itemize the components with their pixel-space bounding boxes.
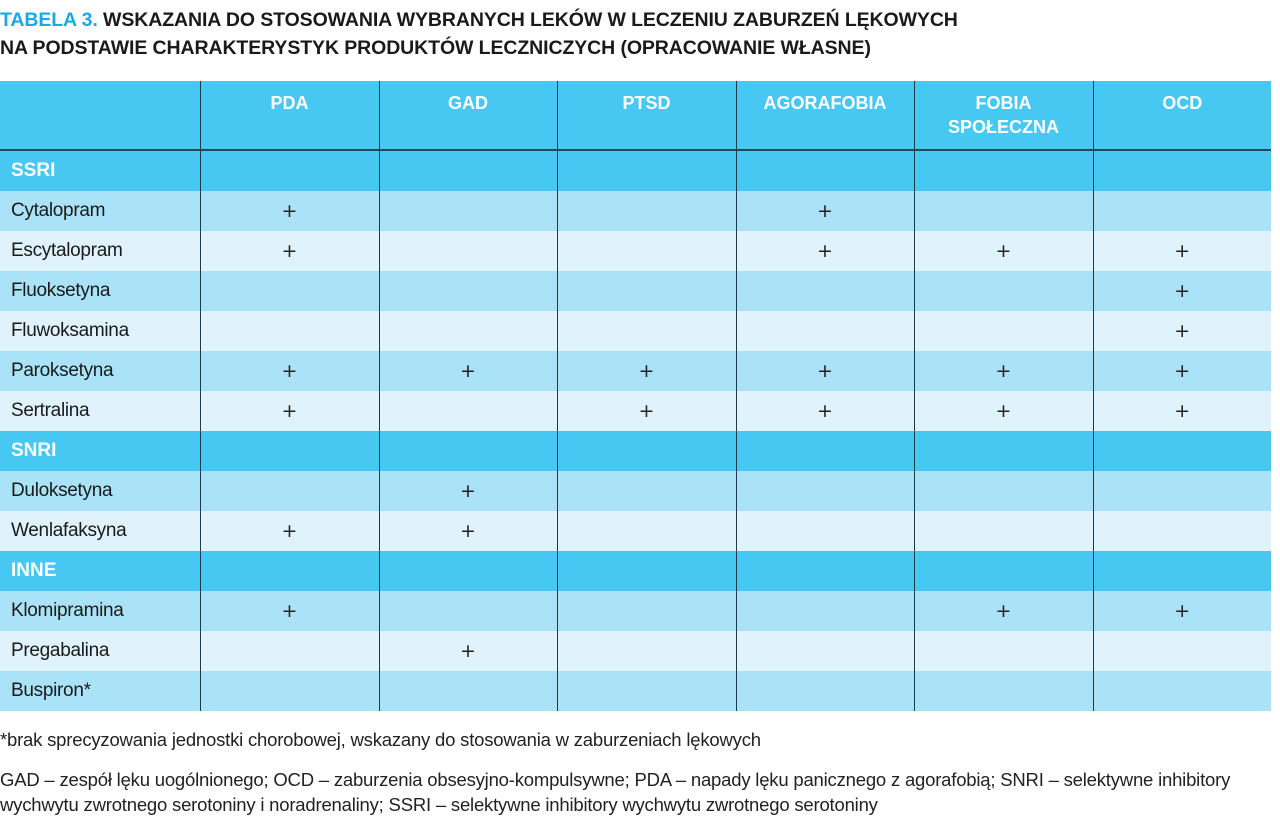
table-title-line2: NA PODSTAWIE CHARAKTERYSTYK PRODUKTÓW LECZNICZYCH (OPRACOWANIE WŁASNE) [0,37,871,59]
group-cell-gad [379,150,557,191]
indication-cell-fobia-spoleczna [914,671,1093,711]
table-row [0,591,1271,631]
footnote: *brak sprecyzowania jednostki chorobowej, wskazany do stosowania w zaburzeniach lękowych [0,729,761,750]
header-fobia-spoleczna [914,81,1093,150]
indication-cell-pda [200,471,379,511]
indication-cell-ptsd [557,191,736,231]
indication-cell-agorafobia: + [736,231,914,271]
indications-table-container [0,81,1271,711]
group-row-ssri [0,150,1271,191]
group-cell-pda [200,150,379,191]
indication-cell-pda: + [200,591,379,631]
indication-cell-ocd: + [1093,231,1271,271]
indication-cell-pda: + [200,391,379,431]
header-ptsd: PTSD [557,81,736,150]
indication-cell-fobia-spoleczna [914,511,1093,551]
indication-cell-ocd [1093,671,1271,711]
indication-cell-fobia-spoleczna: + [914,591,1093,631]
drug-name: Cytalopram [0,191,200,231]
group-cell-pda [200,551,379,591]
drug-name: Fluwoksamina [0,311,200,351]
indication-cell-agorafobia: + [736,391,914,431]
drug-name: Wenlafaksyna [0,511,200,551]
group-cell-ocd [1093,551,1271,591]
indication-cell-ocd [1093,511,1271,551]
header-drug-column [0,81,200,150]
group-label: SSRI [0,150,200,191]
group-cell-fobia-spoleczna [914,551,1093,591]
table-row [0,511,1271,551]
table-row [0,191,1271,231]
group-cell-agorafobia [736,551,914,591]
indication-cell-pda: + [200,231,379,271]
header-ocd: OCD [1093,81,1271,150]
drug-name: Sertralina [0,391,200,431]
group-cell-pda [200,431,379,471]
header-fobia-line1: FOBIA [975,93,1032,113]
indication-cell-pda: + [200,511,379,551]
group-label: SNRI [0,431,200,471]
group-cell-fobia-spoleczna [914,431,1093,471]
indication-cell-gad: + [379,511,557,551]
drug-name: Klomipramina [0,591,200,631]
indication-cell-ptsd: + [557,351,736,391]
indication-cell-fobia-spoleczna [914,311,1093,351]
group-cell-ptsd [557,150,736,191]
group-cell-ocd [1093,150,1271,191]
table-row [0,311,1271,351]
table-row [0,271,1271,311]
indications-table [0,81,1271,711]
drug-name: Duloksetyna [0,471,200,511]
drug-name: Fluoksetyna [0,271,200,311]
indication-cell-agorafobia [736,511,914,551]
indication-cell-fobia-spoleczna [914,191,1093,231]
table-row [0,471,1271,511]
indication-cell-agorafobia [736,471,914,511]
indication-cell-ptsd [557,311,736,351]
group-cell-ptsd [557,431,736,471]
table-row [0,631,1271,671]
indication-cell-gad [379,671,557,711]
indication-cell-agorafobia [736,591,914,631]
indication-cell-ocd: + [1093,311,1271,351]
indication-cell-pda [200,271,379,311]
indication-cell-fobia-spoleczna [914,471,1093,511]
header-fobia-line2: SPOŁECZNA [947,117,1059,137]
group-row-snri [0,431,1271,471]
indication-cell-ptsd [557,271,736,311]
indication-cell-gad: + [379,631,557,671]
abbreviations-note: GAD – zespół lęku uogólnionego; OCD – zaburzenia obsesyjno-kompulsywne; PDA – napady lęku panicznego z agorafobią; SNRI – selektywne inhibitory wychwytu zwrotnego serotoniny i noradrenaliny; SSRI – selektywne inhibitory wychwytu zwrotnego serotoniny [0,769,1231,815]
group-cell-ocd [1093,431,1271,471]
table-number-label: TABELA 3. [0,9,98,31]
table-row [0,671,1271,711]
header-gad: GAD [379,81,557,150]
indication-cell-agorafobia [736,271,914,311]
indication-cell-pda [200,631,379,671]
indication-cell-pda: + [200,351,379,391]
indication-cell-fobia-spoleczna: + [914,351,1093,391]
indication-cell-gad [379,311,557,351]
indication-cell-pda [200,311,379,351]
indication-cell-ocd [1093,191,1271,231]
header-agorafobia: AGORAFOBIA [736,81,914,150]
indication-cell-agorafobia [736,311,914,351]
table-title [0,6,1280,62]
indication-cell-pda [200,671,379,711]
indication-cell-fobia-spoleczna: + [914,391,1093,431]
indication-cell-gad: + [379,471,557,511]
indication-cell-fobia-spoleczna [914,271,1093,311]
header-pda: PDA [200,81,379,150]
group-row-inne [0,551,1271,591]
table-row [0,391,1271,431]
group-cell-gad [379,431,557,471]
indication-cell-gad [379,231,557,271]
indication-cell-ocd [1093,471,1271,511]
indication-cell-agorafobia [736,671,914,711]
indication-cell-agorafobia: + [736,191,914,231]
group-cell-ptsd [557,551,736,591]
table-header-row [0,81,1271,150]
table-row [0,351,1271,391]
indication-cell-ptsd [557,471,736,511]
indication-cell-ocd: + [1093,591,1271,631]
indication-cell-pda: + [200,191,379,231]
drug-name: Escytalopram [0,231,200,271]
indication-cell-ocd [1093,631,1271,671]
group-cell-agorafobia [736,431,914,471]
indication-cell-ocd: + [1093,391,1271,431]
indication-cell-fobia-spoleczna: + [914,231,1093,271]
group-cell-agorafobia [736,150,914,191]
group-label: INNE [0,551,200,591]
indication-cell-gad [379,271,557,311]
table-body [0,150,1271,711]
indication-cell-ptsd [557,631,736,671]
table-title-line1: WSKAZANIA DO STOSOWANIA WYBRANYCH LEKÓW W LECZENIU ZABURZEŃ LĘKOWYCH [103,9,958,31]
indication-cell-agorafobia: + [736,351,914,391]
indication-cell-gad [379,191,557,231]
indication-cell-ocd: + [1093,271,1271,311]
table-notes [0,727,1280,817]
indication-cell-ptsd [557,231,736,271]
indication-cell-gad [379,391,557,431]
indication-cell-ptsd [557,591,736,631]
indication-cell-gad: + [379,351,557,391]
indication-cell-ptsd [557,511,736,551]
indication-cell-ptsd: + [557,391,736,431]
group-cell-fobia-spoleczna [914,150,1093,191]
drug-name: Buspiron* [0,671,200,711]
indication-cell-ocd: + [1093,351,1271,391]
indication-cell-ptsd [557,671,736,711]
indication-cell-agorafobia [736,631,914,671]
indication-cell-gad [379,591,557,631]
drug-name: Pregabalina [0,631,200,671]
indication-cell-fobia-spoleczna [914,631,1093,671]
table-row [0,231,1271,271]
drug-name: Paroksetyna [0,351,200,391]
group-cell-gad [379,551,557,591]
